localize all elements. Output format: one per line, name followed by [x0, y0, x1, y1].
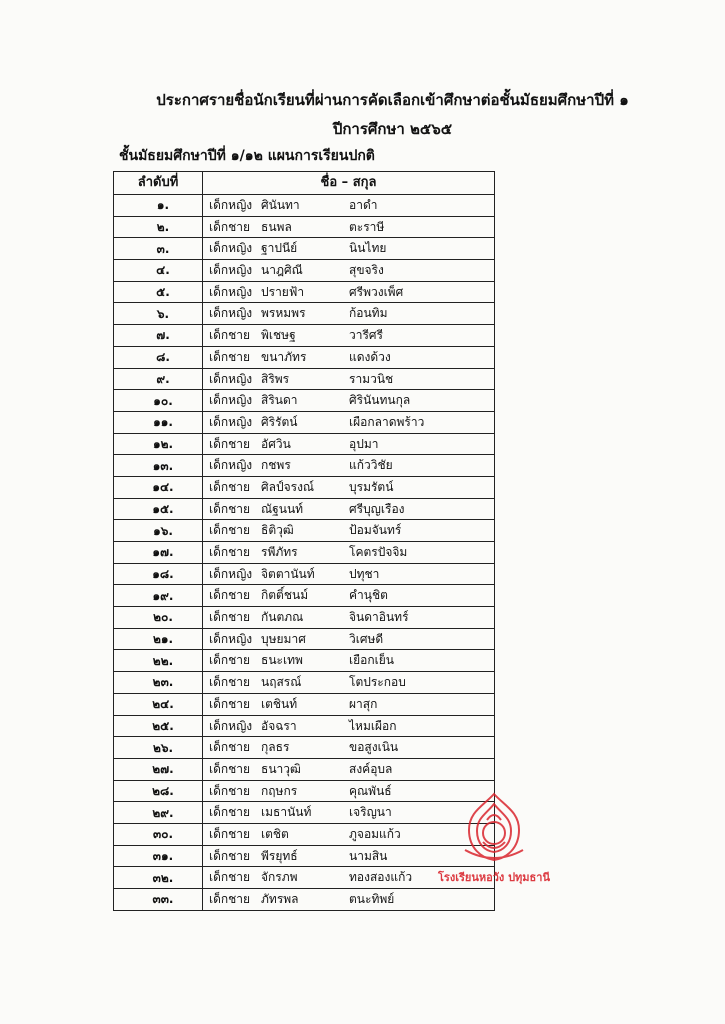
row-number: ๓๒. — [114, 867, 203, 889]
last-name: โตประกอบ — [349, 675, 406, 690]
first-name: ศิริรัตน์ — [261, 414, 298, 429]
class-heading: ชั้นมัธยมศึกษาปีที่ ๑/๑๒ แผนการเรียนปกติ — [119, 148, 375, 164]
row-number: ๓๑. — [114, 845, 203, 867]
table-row — [114, 737, 495, 759]
last-name: เยือกเย็น — [349, 653, 394, 668]
name-prefix: เด็กชาย — [209, 848, 251, 863]
first-name: ธนาวุฒิ — [261, 761, 301, 776]
student-name-cell — [203, 498, 495, 520]
table-row — [114, 585, 495, 607]
row-number: ๒๗. — [114, 758, 203, 780]
name-prefix: เด็กชาย — [209, 653, 251, 668]
student-name-cell — [203, 542, 495, 564]
student-name-cell — [203, 368, 495, 390]
order-header: ลำดับที่ — [114, 172, 203, 195]
name-prefix: เด็กชาย — [209, 826, 251, 841]
row-number: ๓. — [114, 238, 203, 260]
name-prefix: เด็กชาย — [209, 436, 251, 451]
first-name: ขนาภัทร — [261, 349, 307, 364]
table-row — [114, 281, 495, 303]
name-prefix: เด็กหญิง — [209, 263, 253, 278]
name-prefix: เด็กชาย — [209, 501, 251, 516]
first-name: เตชินท์ — [261, 696, 298, 711]
last-name: ศรีพวงเพ็ศ — [349, 284, 404, 299]
row-number: ๑๗. — [114, 542, 203, 564]
last-name: วารีศรี — [349, 328, 383, 343]
student-name-cell — [203, 628, 495, 650]
name-prefix: เด็กชาย — [209, 783, 251, 798]
name-prefix: เด็กชาย — [209, 761, 251, 776]
row-number: ๒๒. — [114, 650, 203, 672]
last-name: บุรมรัตน์ — [349, 479, 394, 494]
last-name: ตนะทิพย์ — [349, 892, 395, 906]
student-name-cell — [203, 563, 495, 585]
last-name: นินไทย — [349, 241, 387, 256]
table-row — [114, 346, 495, 368]
student-name-cell — [203, 758, 495, 780]
table-row — [114, 325, 495, 347]
student-name-cell — [203, 433, 495, 455]
first-name: ภัทรพล — [261, 892, 299, 906]
table-row — [114, 455, 495, 477]
table-row — [114, 216, 495, 238]
row-number: ๙. — [114, 368, 203, 390]
name-prefix: เด็กหญิง — [209, 198, 253, 212]
last-name: เจริญนา — [349, 805, 392, 820]
last-name: ศิรินันทนกุล — [349, 393, 411, 408]
first-name: บุษยมาศ — [261, 631, 306, 646]
name-prefix: เด็กหญิง — [209, 241, 253, 256]
last-name: ป้อมจันทร์ — [349, 523, 402, 538]
name-prefix: เด็กชาย — [209, 870, 251, 885]
first-name: เมธานันท์ — [261, 805, 312, 820]
student-name-cell — [203, 607, 495, 629]
table-row — [114, 693, 495, 715]
row-number: ๑๓. — [114, 455, 203, 477]
student-name-cell — [203, 303, 495, 325]
student-name-cell — [203, 520, 495, 542]
name-prefix: เด็กหญิง — [209, 566, 253, 581]
row-number: ๑๕. — [114, 498, 203, 520]
table-row — [114, 390, 495, 412]
name-prefix: เด็กหญิง — [209, 414, 253, 429]
table-row — [114, 411, 495, 433]
first-name: สิรินดา — [261, 393, 298, 408]
student-name-cell — [203, 195, 495, 217]
first-name: ธนะเทพ — [261, 653, 303, 668]
first-name: กิตติ์ชนม์ — [261, 588, 309, 603]
name-prefix: เด็กชาย — [209, 349, 251, 364]
student-name-cell — [203, 260, 495, 282]
last-name: ก้อนทิม — [349, 306, 388, 321]
name-prefix: เด็กหญิง — [209, 631, 253, 646]
table-row — [114, 889, 495, 911]
name-prefix: เด็กชาย — [209, 610, 251, 625]
student-name-cell — [203, 476, 495, 498]
first-name: จิตตานันท์ — [261, 566, 315, 581]
last-name: ทองสองแก้ว — [349, 870, 413, 885]
row-number: ๖. — [114, 303, 203, 325]
first-name: ธิติวุฒิ — [261, 523, 294, 538]
table-row — [114, 628, 495, 650]
row-number: ๒๐. — [114, 607, 203, 629]
first-name: สิริพร — [261, 371, 290, 386]
name-prefix: เด็กชาย — [209, 328, 251, 343]
table-row — [114, 303, 495, 325]
name-header: ชื่อ – สกุล — [203, 172, 495, 195]
first-name: ศินันทา — [261, 198, 300, 212]
first-name: พิเชษฐ — [261, 328, 296, 343]
table-row — [114, 498, 495, 520]
last-name: นามสิน — [349, 848, 388, 863]
table-row — [114, 715, 495, 737]
name-prefix: เด็กชาย — [209, 588, 251, 603]
name-prefix: เด็กชาย — [209, 892, 251, 906]
row-number: ๒๑. — [114, 628, 203, 650]
table-header-row — [114, 172, 495, 195]
table-row — [114, 520, 495, 542]
table-row — [114, 607, 495, 629]
row-number: ๒๔. — [114, 693, 203, 715]
last-name: อาดำ — [349, 198, 378, 212]
last-name: ขอสูงเนิน — [349, 740, 399, 755]
student-name-cell — [203, 411, 495, 433]
student-name-cell — [203, 216, 495, 238]
row-number: ๒. — [114, 216, 203, 238]
name-prefix: เด็กหญิง — [209, 284, 253, 299]
first-name: ฐาปนีย์ — [261, 241, 298, 256]
row-number: ๒๙. — [114, 802, 203, 824]
first-name: กฤษกร — [261, 783, 298, 798]
row-number: ๒๖. — [114, 737, 203, 759]
student-name-cell — [203, 325, 495, 347]
name-prefix: เด็กหญิง — [209, 371, 253, 386]
table-row — [114, 368, 495, 390]
last-name: คุณพันธ์ — [349, 783, 392, 798]
first-name: นาฎศิณี — [261, 263, 303, 278]
row-number: ๑. — [114, 195, 203, 217]
name-prefix: เด็กชาย — [209, 696, 251, 711]
last-name: ตะราษี — [349, 219, 385, 234]
row-number: ๑๘. — [114, 563, 203, 585]
first-name: กชพร — [261, 458, 291, 473]
row-number: ๔. — [114, 260, 203, 282]
student-name-cell — [203, 455, 495, 477]
last-name: โคตรปัจจิม — [349, 545, 408, 559]
table-row — [114, 563, 495, 585]
last-name: ปทุชา — [349, 566, 380, 581]
last-name: รามวนิช — [349, 371, 394, 386]
row-number: ๒๕. — [114, 715, 203, 737]
first-name: กันตภณ — [261, 610, 304, 625]
name-prefix: เด็กหญิง — [209, 718, 253, 733]
table-row — [114, 238, 495, 260]
last-name: อุปมา — [349, 436, 379, 451]
table-row — [114, 195, 495, 217]
row-number: ๗. — [114, 325, 203, 347]
last-name: จินดาอินทร์ — [349, 610, 409, 625]
last-name: คำนุชิต — [349, 588, 388, 603]
table-row — [114, 260, 495, 282]
first-name: รพีภัทร — [261, 545, 298, 559]
academic-year: ปีการศึกษา ๒๕๖๕ — [332, 120, 453, 138]
row-number: ๑๔. — [114, 476, 203, 498]
table-row — [114, 433, 495, 455]
first-name: อัศวิน — [261, 436, 291, 451]
student-name-cell — [203, 889, 495, 911]
row-number: ๑๖. — [114, 520, 203, 542]
first-name: พีรยุทธ์ — [261, 848, 298, 863]
first-name: ศิลป์จรงณ์ — [261, 479, 315, 494]
first-name: นฤสรณ์ — [261, 675, 302, 690]
last-name: สงค์อุบล — [349, 761, 393, 776]
table-row — [114, 758, 495, 780]
last-name: ไหมเผือก — [349, 718, 397, 733]
last-name: ศรีบุญเรือง — [349, 501, 405, 516]
first-name: กุลธร — [261, 740, 290, 755]
last-name: ภูจอมแก้ว — [349, 826, 401, 841]
row-number: ๑๑. — [114, 411, 203, 433]
row-number: ๒๘. — [114, 780, 203, 802]
student-name-cell — [203, 346, 495, 368]
student-name-cell — [203, 281, 495, 303]
name-prefix: เด็กหญิง — [209, 306, 253, 321]
name-prefix: เด็กชาย — [209, 675, 251, 690]
row-number: ๘. — [114, 346, 203, 368]
student-name-cell — [203, 585, 495, 607]
student-name-cell — [203, 390, 495, 412]
last-name: เผือกลาดพร้าว — [349, 414, 425, 429]
row-number: ๕. — [114, 281, 203, 303]
name-prefix: เด็กชาย — [209, 545, 251, 559]
row-number: ๑๒. — [114, 433, 203, 455]
student-name-cell — [203, 737, 495, 759]
first-name: พรหมพร — [261, 306, 306, 321]
student-name-cell — [203, 715, 495, 737]
row-number: ๓๐. — [114, 823, 203, 845]
first-name: ปรายฟ้า — [261, 284, 305, 299]
name-prefix: เด็กหญิง — [209, 458, 253, 473]
first-name: จักรภพ — [261, 870, 298, 885]
last-name: แดงด้วง — [349, 349, 391, 364]
student-name-cell — [203, 650, 495, 672]
name-prefix: เด็กชาย — [209, 805, 251, 820]
first-name: เตชิต — [261, 826, 289, 841]
name-prefix: เด็กหญิง — [209, 393, 253, 408]
first-name: ณัฐนนท์ — [261, 501, 304, 516]
student-name-cell — [203, 672, 495, 694]
row-number: ๒๓. — [114, 672, 203, 694]
last-name: วิเศษดี — [349, 631, 384, 646]
table-row — [114, 542, 495, 564]
table-row — [114, 650, 495, 672]
row-number: ๓๓. — [114, 889, 203, 911]
row-number: ๑๙. — [114, 585, 203, 607]
table-row — [114, 672, 495, 694]
last-name: สุขจริง — [349, 263, 384, 278]
student-name-cell — [203, 693, 495, 715]
last-name: แก้ววิชัย — [349, 458, 393, 473]
seal-text: โรงเรียนหอวัง ปทุมธานี — [438, 871, 550, 884]
student-name-cell — [203, 238, 495, 260]
school-seal-stamp — [435, 790, 553, 890]
document-title: ประกาศรายชื่อนักเรียนที่ผ่านการคัดเลือกเข้าศึกษาต่อชั้นมัธยมศึกษาปีที่ ๑ — [156, 91, 629, 109]
row-number: ๑๐. — [114, 390, 203, 412]
name-prefix: เด็กชาย — [209, 219, 251, 234]
first-name: ธนพล — [261, 219, 292, 234]
name-prefix: เด็กชาย — [209, 523, 251, 538]
name-prefix: เด็กชาย — [209, 740, 251, 755]
first-name: อัจฉรา — [261, 718, 297, 733]
table-row — [114, 476, 495, 498]
last-name: ผาสุก — [349, 696, 378, 711]
name-prefix: เด็กชาย — [209, 479, 251, 494]
